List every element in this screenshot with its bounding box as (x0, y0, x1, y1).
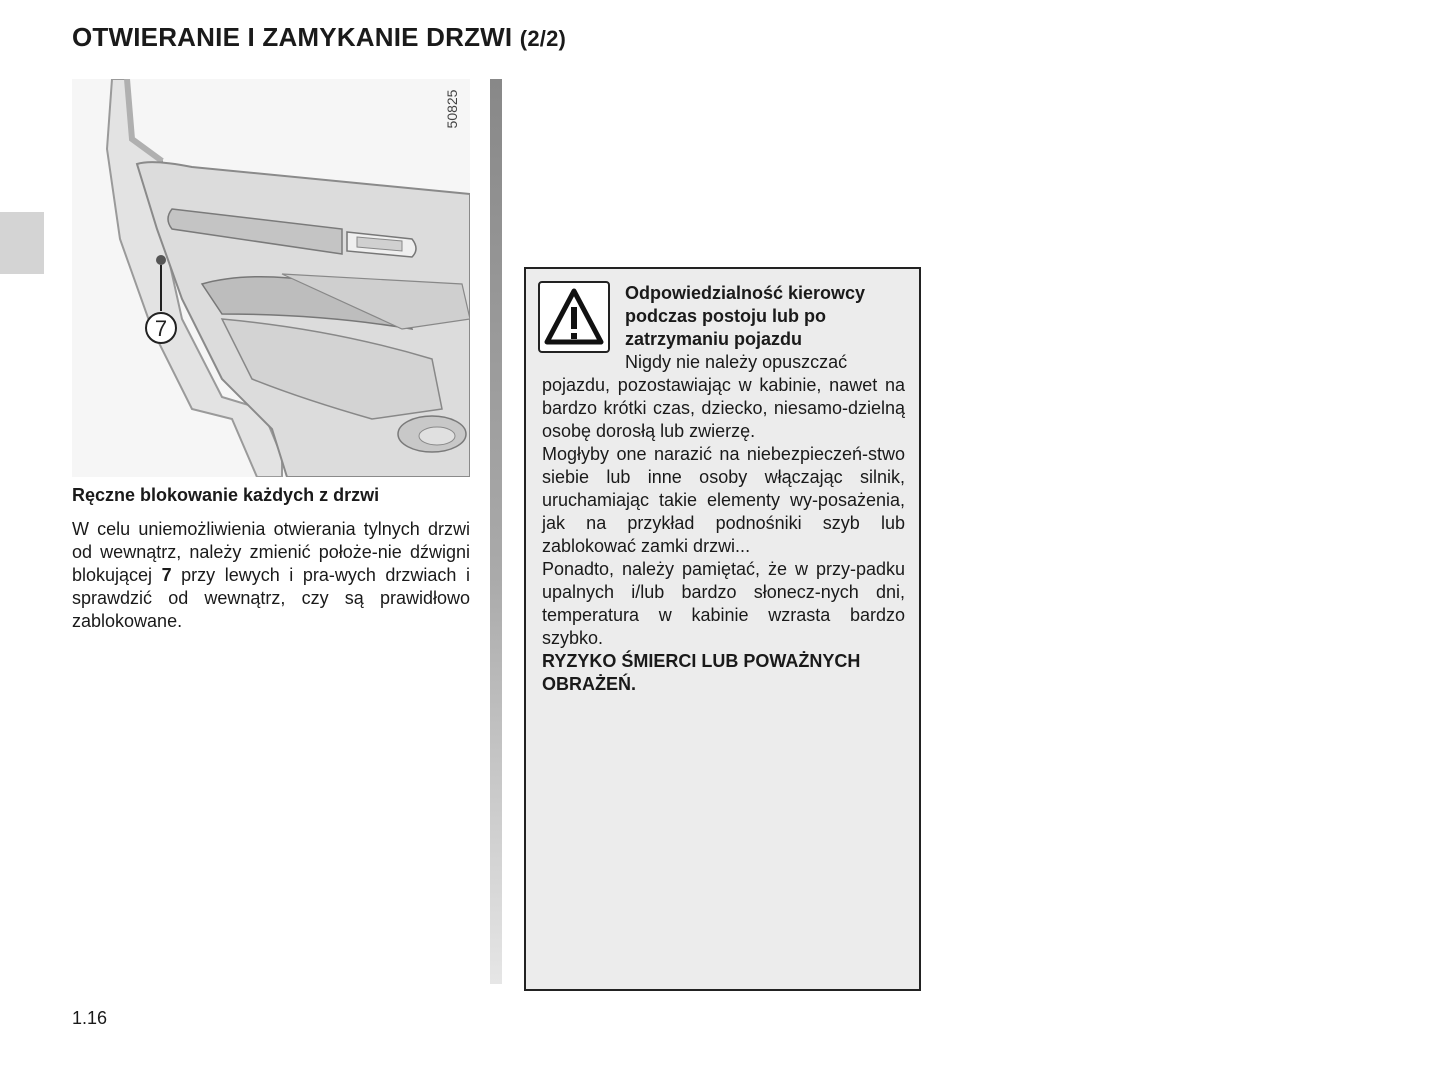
column-divider (490, 79, 502, 984)
section-body (72, 518, 470, 633)
section-heading: Ręczne blokowanie każdych z drzwi (72, 485, 380, 505)
page-title (72, 22, 566, 53)
body-text-end: przy lewych i pra-wych drzwiach i sprawdzić od wewnątrz, czy są prawidłowo zablokowane. (72, 565, 470, 631)
page-title-text: OTWIERANIE I ZAMYKANIE DRZWI (72, 22, 513, 52)
warning-continued (542, 443, 905, 696)
page-title-part: (2/2) (519, 26, 567, 51)
callout-label-7: 7 (154, 316, 168, 341)
warning-box (524, 267, 921, 991)
section-side-tab (0, 212, 44, 274)
warning-paragraph-1 (542, 351, 905, 443)
warning-paragraph-3: Ponadto, należy pamiętać, że w przy-padku upalnych i/lub bardzo słonecz-nych dni, temperatura w kabinie wzrasta bardzo szybko. (542, 559, 905, 648)
body-lever-ref: 7 (161, 565, 172, 585)
figure-code-text: 50825 (444, 89, 460, 129)
warning-danger-text: RYZYKO ŚMIERCI LUB POWAŻNYCH OBRAŻEŃ. (542, 651, 861, 694)
body-text-start: W celu uniemożliwienia otwierania tylnych drzwi od wewnątrz, należy zmienić położe-nie dźwigni blokującej (72, 519, 470, 585)
figure-code (437, 86, 467, 132)
warning-heading: Odpowiedzialność kierowcy podczas postoju lub po zatrzymaniu pojazdu (625, 283, 866, 349)
page-number: 1.16 (72, 1008, 108, 1028)
door-illustration (72, 79, 470, 477)
warning-paragraph-1-rest: pojazdu, pozostawiając w kabinie, nawet na bardzo krótki czas, dziecko, niesamo-dzielną osobę dorosłą lub zwierzę. (542, 375, 905, 441)
rear-door-drawing (72, 79, 470, 477)
warning-paragraph-2: Mogłyby one narazić na niebezpieczeń-stwo siebie lub inne osoby włączając silnik, uruchamiając takie elementy wy-posażenia, jak na przykład podnośniki szyb lub zablokować zamki drzwi... (542, 444, 905, 556)
warning-triangle-icon (538, 281, 610, 353)
warning-paragraph-1-first: Nigdy nie należy opuszczać (625, 352, 848, 372)
